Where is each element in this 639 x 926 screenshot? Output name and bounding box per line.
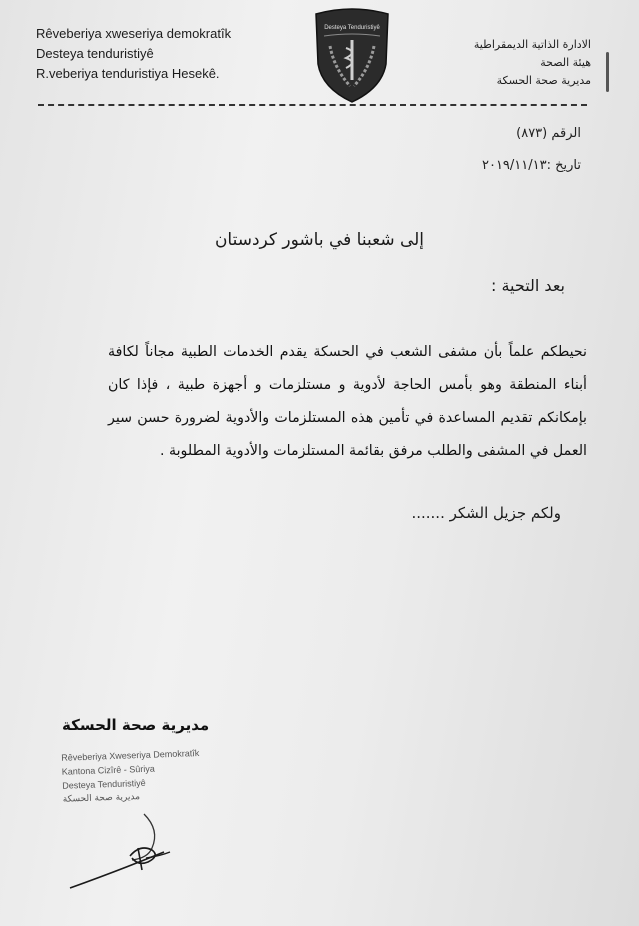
header-kurdish-line-2: Desteya tenduristiyê <box>36 46 154 61</box>
margin-pen-mark <box>606 52 609 92</box>
reference-number: الرقم (٨٧٣) <box>516 126 581 141</box>
stamp-line-3: Desteya Tenduristiyê <box>62 777 146 791</box>
closing-line: ولكم جزيل الشكر ....... <box>411 504 561 522</box>
stamp-line-2: Kantona Cizîrê - Sûriya <box>61 763 155 777</box>
signer-title: مديرية صحة الحسكة <box>62 716 210 734</box>
logo-text: Desteya Tenduristiyê <box>324 25 380 31</box>
greeting: بعد التحية : <box>490 276 565 295</box>
addressee: إلى شعبنا في باشور كردستان <box>214 230 425 250</box>
header-kurdish-line-3: R.veberiya tenduristiya Hesekê. <box>36 66 220 81</box>
stamp-line-4: مديرية صحة الحسكة <box>62 792 141 805</box>
header-arabic <box>401 36 591 90</box>
header-kurdish <box>36 24 276 84</box>
header-arabic-line-1: الادارة الذاتية الديمقراطية <box>473 38 591 51</box>
stamp-line-1: Rêveberiya Xweseriya Demokratîk <box>61 747 200 763</box>
header-arabic-line-2: هيئة الصحة <box>540 56 591 69</box>
header-kurdish-line-1: Rêveberiya xweseriya demokratîk <box>36 26 232 41</box>
handwritten-signature <box>60 800 200 900</box>
header-divider <box>38 104 587 106</box>
letter-date: تاريخ :٢٠١٩/١١/١٣ <box>481 158 581 173</box>
header-arabic-line-3: مديرية صحة الحسكة <box>496 74 591 87</box>
letter-body: نحيطكم علماً بأن مشفى الشعب في الحسكة يقدم الخدمات الطبية مجاناً لكافة أبناء المنطقة وهو بأمس الحاجة لأدوية و مستلزمات و أجهزة طبية ، فإذا كان بإمكانكم تقديم المساعدة في تأمين هذه المستلزمات والأدوية لضرورة حسن سير العمل في المشفى والطلب مرفق بقائمة المستلزمات والأدوية المطلوبة . <box>108 344 587 459</box>
health-authority-logo <box>310 6 394 104</box>
official-stamp <box>61 745 223 807</box>
